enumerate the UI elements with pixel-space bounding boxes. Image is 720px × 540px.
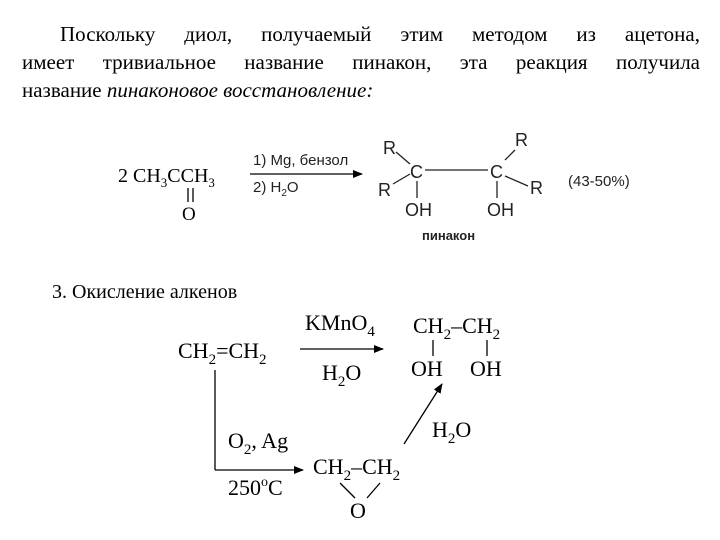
hydrolysis-water: $H_2O$ bbox=[432, 417, 472, 447]
condition-oxygen-silver: $O_2$, Ag bbox=[228, 428, 289, 458]
epoxide-oxygen: O bbox=[350, 498, 366, 523]
glycol-oh-1: OH bbox=[411, 356, 443, 381]
alkene-oxidation-scheme bbox=[178, 310, 502, 523]
epoxide-bond-left bbox=[340, 483, 355, 498]
hydroxyl-left: OH bbox=[405, 200, 432, 220]
glycol-formula: $CH_2-CH_2$ bbox=[413, 313, 501, 343]
carbon-left: C bbox=[410, 162, 423, 182]
condition-mg-benzene: 1) Mg, бензол bbox=[253, 152, 349, 169]
section-title: 3. Окисление алкенов bbox=[52, 281, 238, 303]
yield-label: (43-50%) bbox=[568, 173, 630, 190]
reaction-name-italic: пинаконовое восстановление: bbox=[106, 78, 374, 102]
r-group-top-left: R bbox=[383, 138, 396, 158]
r-group-bottom-right: R bbox=[530, 178, 543, 198]
glycol-oh-2: OH bbox=[470, 356, 502, 381]
r-group-bottom-left: R bbox=[378, 180, 391, 200]
bond-r-c-left-top bbox=[396, 152, 410, 164]
reagent-water: $H_2O$ bbox=[322, 360, 362, 390]
r-group-top-right: R bbox=[515, 130, 528, 150]
carbon-right: C bbox=[490, 162, 503, 182]
bond-r-c-left-bottom bbox=[393, 174, 410, 184]
pinacol-scheme bbox=[118, 130, 630, 243]
carbonyl-oxygen: O bbox=[182, 204, 196, 225]
condition-water: 2) $H_2O$ bbox=[253, 179, 299, 199]
intro-line-2: имеет тривиальное название пинакон, эта реакция получила bbox=[22, 50, 700, 74]
epoxide-formula: $CH_2-CH_2$ bbox=[313, 454, 401, 484]
ethylene-formula: $CH_2=CH_2$ bbox=[178, 338, 267, 368]
bond-c-r-right-top bbox=[505, 150, 515, 160]
reagent-kmno4: KMnO$_4$ bbox=[305, 310, 375, 340]
bond-c-r-right-bottom bbox=[505, 176, 528, 186]
hydroxyl-right: OH bbox=[487, 200, 514, 220]
product-name-label: пинакон bbox=[422, 228, 476, 243]
intro-line-1: Поскольку диол, получаемый этим методом из ацетона, bbox=[60, 22, 700, 46]
intro-line-3-prefix: название bbox=[22, 78, 107, 102]
condition-temperature: 250$^o$C bbox=[228, 475, 283, 500]
epoxide-bond-right bbox=[367, 483, 380, 498]
acetone-formula: 2 $CH_3CCH_3$ bbox=[118, 165, 215, 190]
